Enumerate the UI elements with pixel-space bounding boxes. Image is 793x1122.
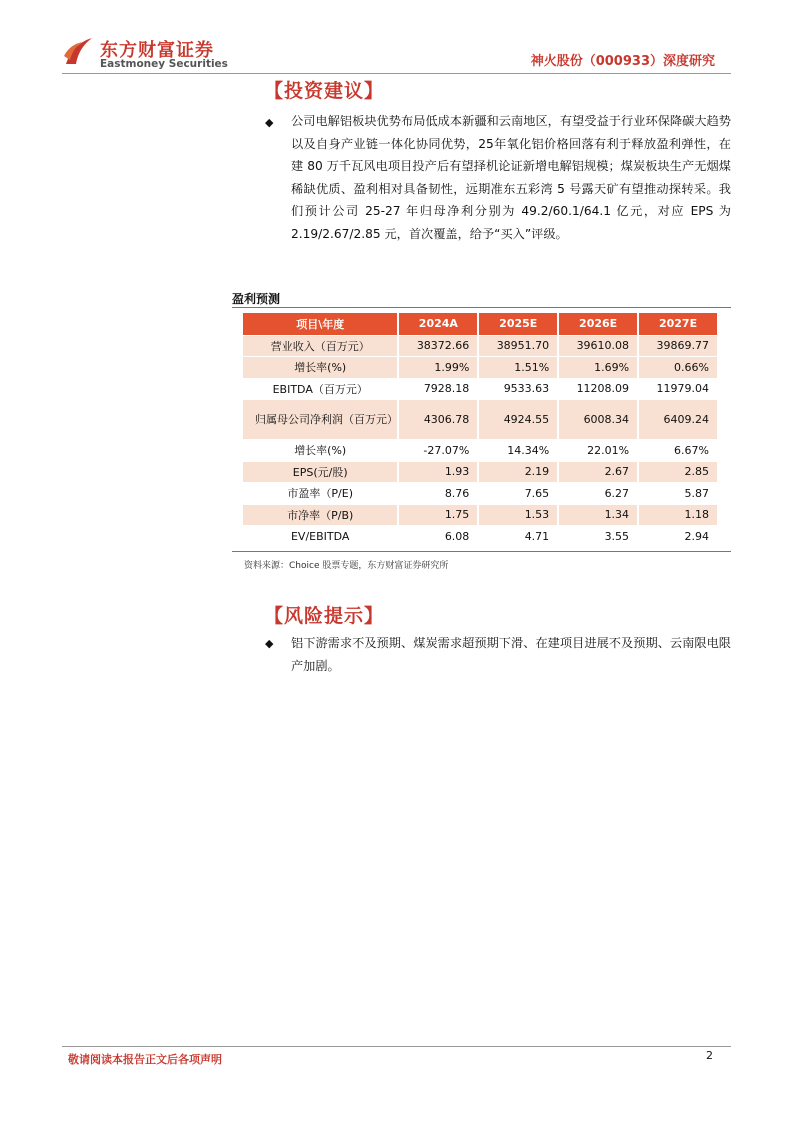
investment-advice-text: 公司电解铝板块优势布局低成本新疆和云南地区，有望受益于行业环保降碳大趋势以及自身产业链一体化协同优势，25年氧化铝价格回落有利于释放盈利弹性，在建 80 万千瓦风电项目投产后有望择机论证新增电解铝规模；煤炭板块生产无烟煤稀缺优质、盈利相对具备韧性，远期准东五彩湾 5 号露天矿有望推动探转采。我们预计公司 25-27 年归母净利分别为 49.2/60.1/64.1 亿元，对应 EPS 为 2.19/2.67/2.85 元，首次覆盖，给予“买入”评级。 — [291, 114, 731, 241]
table-cell: 1.53 — [478, 504, 558, 526]
report-title: 神火股份（000933）深度研究 — [530, 54, 715, 69]
row-label: 市盈率（P/E) — [243, 483, 398, 505]
table-cell: 7928.18 — [398, 378, 478, 400]
table-cell: 5.87 — [638, 483, 718, 505]
column-header: 项目\年度 — [243, 313, 398, 335]
table-cell: 6409.24 — [638, 400, 718, 440]
risk-warning-text: 铝下游需求不及预期、煤炭需求超预期下滑、在建项目进展不及预期、云南限电限产加剧。 — [291, 636, 731, 673]
table-top-divider — [232, 307, 731, 308]
row-label: EV/EBITDA — [243, 526, 398, 548]
table-cell: 1.51% — [478, 357, 558, 379]
table-cell: 2.19 — [478, 461, 558, 483]
data-source-note: 资料来源：Choice 股票专题，东方财富证券研究所 — [244, 561, 449, 571]
row-label: EBITDA（百万元） — [243, 378, 398, 400]
header-divider — [62, 73, 731, 74]
column-header: 2024A — [398, 313, 478, 335]
table-row — [243, 461, 718, 483]
table-cell: 6.67% — [638, 440, 718, 462]
table-cell: 0.66% — [638, 357, 718, 379]
table-row — [243, 483, 718, 505]
table-row — [243, 357, 718, 379]
table-cell: 11208.09 — [558, 378, 638, 400]
table-cell: 1.75 — [398, 504, 478, 526]
earnings-forecast-table — [243, 313, 719, 547]
table-cell: 22.01% — [558, 440, 638, 462]
diamond-bullet-icon: ◆ — [265, 116, 274, 129]
table-row — [243, 440, 718, 462]
table-bottom-divider — [232, 551, 731, 552]
table-cell: 6008.34 — [558, 400, 638, 440]
table-row — [243, 400, 718, 440]
diamond-bullet-icon: ◆ — [265, 637, 274, 650]
table-cell: 6.08 — [398, 526, 478, 548]
row-label: 营业收入（百万元） — [243, 335, 398, 357]
table-row — [243, 378, 718, 400]
table-cell: 1.99% — [398, 357, 478, 379]
table-row — [243, 335, 718, 357]
table-cell: 9533.63 — [478, 378, 558, 400]
table-cell: 1.93 — [398, 461, 478, 483]
table-cell: 8.76 — [398, 483, 478, 505]
eastmoney-logo-icon — [62, 34, 96, 68]
table-cell: 11979.04 — [638, 378, 718, 400]
row-label: 增长率(%) — [243, 440, 398, 462]
table-cell: 2.67 — [558, 461, 638, 483]
footer-divider — [62, 1046, 731, 1047]
company-logo — [62, 34, 262, 76]
table-cell: 14.34% — [478, 440, 558, 462]
table-cell: 3.55 — [558, 526, 638, 548]
table-cell: 6.27 — [558, 483, 638, 505]
table-cell: 38372.66 — [398, 335, 478, 357]
table-cell: 1.34 — [558, 504, 638, 526]
table-cell: 7.65 — [478, 483, 558, 505]
column-header: 2027E — [638, 313, 718, 335]
footer-disclaimer: 敬请阅读本报告正文后各项声明 — [68, 1053, 222, 1066]
row-label: 市净率（P/B) — [243, 504, 398, 526]
column-header: 2025E — [478, 313, 558, 335]
page-number: 2 — [706, 1049, 713, 1062]
risk-warning-heading: 【风险提示】 — [264, 605, 385, 627]
logo-text-en: Eastmoney Securities — [100, 58, 228, 70]
table-cell: 39610.08 — [558, 335, 638, 357]
table-cell: 1.69% — [558, 357, 638, 379]
column-header: 2026E — [558, 313, 638, 335]
table-header-row — [243, 313, 718, 335]
table-cell: 2.94 — [638, 526, 718, 548]
row-label: 增长率(%) — [243, 357, 398, 379]
row-label: EPS(元/股) — [243, 461, 398, 483]
table-cell: 4924.55 — [478, 400, 558, 440]
forecast-table-title: 盈利预测 — [232, 292, 281, 306]
row-label: 归属母公司净利润（百万元） — [243, 400, 398, 440]
table-cell: -27.07% — [398, 440, 478, 462]
table-cell: 2.85 — [638, 461, 718, 483]
table-cell: 38951.70 — [478, 335, 558, 357]
table-row — [243, 526, 718, 548]
investment-advice-heading: 【投资建议】 — [264, 80, 385, 102]
table-cell: 39869.77 — [638, 335, 718, 357]
table-cell: 4.71 — [478, 526, 558, 548]
logo-text-cn: 东方财富证券 — [100, 40, 214, 61]
table-row — [243, 504, 718, 526]
table-cell: 4306.78 — [398, 400, 478, 440]
table-cell: 1.18 — [638, 504, 718, 526]
